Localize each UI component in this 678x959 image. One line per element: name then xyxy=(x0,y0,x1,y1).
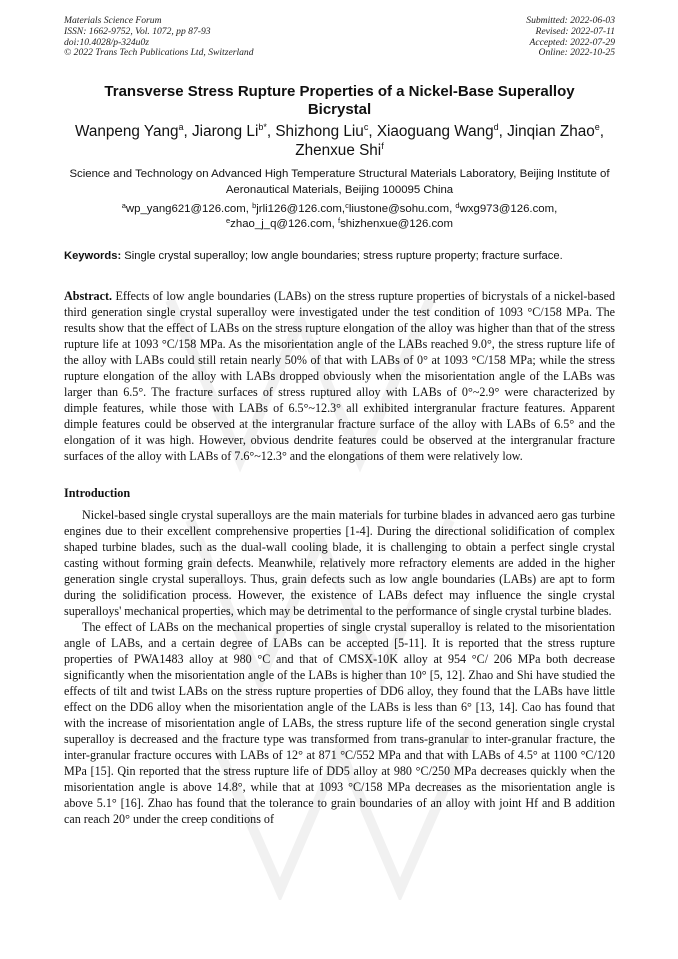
publication-dates xyxy=(526,16,615,59)
revised-date: Revised: 2022-07-11 xyxy=(535,25,615,37)
doi[interactable]: doi:10.4028/p-324u0z xyxy=(64,36,150,48)
section-heading-introduction: Introduction xyxy=(64,486,131,501)
abstract-label: Abstract. xyxy=(64,289,113,304)
email-link[interactable]: $^f$shizhenxue@126.com xyxy=(338,216,453,231)
abstract xyxy=(64,288,615,464)
publication-header xyxy=(64,16,615,59)
paper-page xyxy=(64,16,615,827)
email-list: $^a$wp_yang621@126.com, $^b$jrli126@126.com,$^c$liustone@sohu.com, $^d$wxg973@126.com, $^e$zhao_j_q@126.com, $^f$shizhenxue@126.com xyxy=(121,201,558,231)
body-paragraph: Nickel-based single crystal superalloys are the main materials for turbine blades in advanced aero gas turbine engines due to their excellent comprehensive properties [1-4]. During the directional solidification of complex shaped turbine blades, such as the dual-wall cooling blade, it is challenging to obtain a perfect single crystal casting without forming grain defects. Meanwhile, relatively more refractory elements are added in the higher generation single crystal superalloys. Thus, grain defects such as low angle boundaries (LABs) are apt to form during the solidification process. However, the existence of LABs defect may influence the single crystal superalloys' mechanical properties, which may be detrimental to the performance of single crystal turbine blades. xyxy=(64,508,615,619)
email-link[interactable]: $^c$liustone@sohu.com xyxy=(345,201,450,216)
abstract-text: Effects of low angle boundaries (LABs) on the stress rupture properties of bicrystals of a nickel-based third generation single crystal superalloy were investigated under the test condition of 1093 °C/158 MPa. The results show that the effect of LABs on the stress rupture elongation of the alloy was higher than that of the stress rupture life at 1093 °C/158 MPa. As the misorientation angle of the LABs reached 9.0°, the stress rupture life of the alloy with LABs could still retain nearly 50% of that with LABs of 0° at 1093 °C/158 MPa; while the stress rupture elongation of the alloy with LABs dropped obviously when the misorientation angle of the LABs was larger than 6.5°. The fracture surfaces of stress ruptured alloy with LABs of 0°~2.9° were characterized by dimple features, while those with LABs of 6.5°~12.3° all exhibited intergranular fracture features. Apparent dimple features could be observed at the intergranular fracture surface of the alloy with LABs of 6.5° and the elongation of it was high. However, obvious dendrite features could be observed at the intergranular fracture surfaces of the alloy with LABs of 7.6°~12.3° and the elongations of them were relatively low. xyxy=(64,289,615,464)
accepted-date: Accepted: 2022-07-29 xyxy=(529,36,615,48)
paper-title: Transverse Stress Rupture Properties of a Nickel-Base Superalloy Bicrystal xyxy=(104,83,575,119)
issn-volume: ISSN: 1662-9752, Vol. 1072, pp 87-93 xyxy=(64,25,211,37)
author: Jinqian Zhao$^e$, xyxy=(507,122,604,141)
journal-name: Materials Science Forum xyxy=(64,15,162,26)
journal-info xyxy=(64,16,254,59)
author: Jiarong $Li^{b*}$, xyxy=(192,122,276,141)
email-link[interactable]: $^e$zhao_j_q@126.com xyxy=(226,216,332,231)
author: Wanpeng Yang$^a$, xyxy=(75,122,193,141)
online-date: Online: 2022-10-25 xyxy=(538,47,615,59)
author: Xiaoguang Wang$^d$, xyxy=(376,122,508,141)
author: Zhenxue Shi$^f$ xyxy=(295,141,384,160)
copyright: © 2022 Trans Tech Publications Ltd, Switzerland xyxy=(64,47,254,59)
affiliation: Science and Technology on Advanced High Temperature Structural Materials Laboratory, Beijing Institute of Aeronautical Materials, Beijing 100095 China xyxy=(69,168,610,197)
email-link[interactable]: $^d$wxg973@126.com xyxy=(455,201,555,216)
keywords-label: Keywords: xyxy=(64,250,122,263)
author: Shizhong Liu$^c$, xyxy=(275,122,377,141)
submitted-date: Submitted: 2022-06-03 xyxy=(526,15,615,26)
email-link[interactable]: $^b$jrli126@126.com xyxy=(252,201,342,216)
keywords-text: Single crystal superalloy; low angle boundaries; stress rupture property; fracture surface. xyxy=(121,250,563,263)
body-paragraph: The effect of LABs on the mechanical properties of single crystal superalloy is related to the misorientation angle of LABs, and a certain degree of LABs can be accepted [5-11]. It is reported that the stress rupture properties of PWA1483 alloy at 980 °C and that of CMSX-10K alloy at 954 °C/ 206 MPa both decrease significantly when the misorientation angle of the LABs is higher than 10° [5, 12]. Zhao and Shi have studied the effects of tilt and twist LABs on the stress rupture properties of DD6 alloy, they found that the LABs have little effect on the DD6 alloy when the misorientation angle of the LABs is less than 6° [13, 14]. Cao has found that with the increase of misorientation angle of LABs, the stress rupture life of the second generation single crystal superalloy is decreased and the fracture type was transformed from trans-granular to inter-granular fracture, the inter-granular fracture occures with LABs of 12° at 871 °C/552 MPa and that with LABs of 4.5° at 1100 °C/120 MPa [15]. Qin reported that the stress rupture life of DD5 alloy at 980 °C/250 MPa decreases quickly when the misorientation angle is above 14.8°, while that at 1093 °C/158 MPa decreases as the misorientation angle is above 5.1° [16]. Zhao has found that the tolerance to grain boundaries of an alloy with joint Hf and B addition can reach 20° under the creep conditions of xyxy=(64,620,615,827)
author-list xyxy=(64,122,615,160)
keywords xyxy=(64,249,615,264)
email-link[interactable]: $^a$wp_yang621@126.com xyxy=(121,201,246,216)
